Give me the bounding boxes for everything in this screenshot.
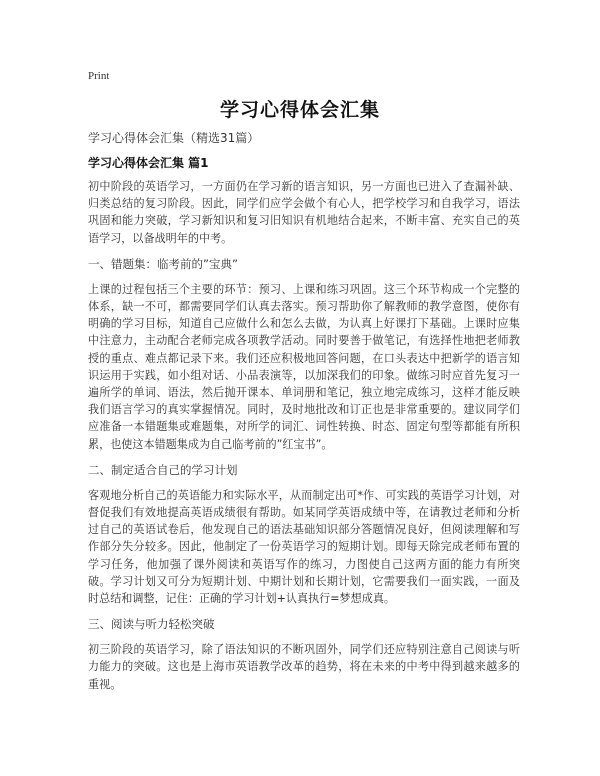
section-heading-3: 三、阅读与听力轻松突破 — [88, 617, 215, 632]
section-heading-2: 二、制定适合自己的学习计划 — [88, 462, 238, 477]
section-body-1: 上课的过程包括三个主要的环节：预习、上课和练习巩固。这三个环节构成一个完整的体系，缺一不可，都需要同学们认真去落实。预习帮助你了解教师的教学意图，使你有明确的学习目标，知道自己应做什么和怎么去做，为认真上好课打下基础。上课时应集中注意力，主动配合老师完成各项教学活动。同时要善于做笔记，有选择性地把老师教授的重点、难点都记录下来。我们还应积极地回答问题，在口头表达中把新学的语言知识运用于实践，如小组对话、小品表演等，以加深我们的印象。做练习时应首先复习一遍所学的单词、语法，然后抛开课本、单词册和笔记，独立地完成练习，这样才能反映我们语言学习的真实掌握情况。同时，及时地批改和订正也是非常重要的。建议同学们应准备一本错题集或难题集，对所学的词汇、词性转换、时态、固定句型等都能有所积累，也使这本错题集成为自己临考前的”红宝书”。 — [88, 282, 520, 451]
print-link[interactable]: Print — [88, 70, 110, 82]
document-body — [88, 130, 520, 702]
section-heading-1: 一、错题集：临考前的”宝典” — [88, 256, 238, 271]
document-title: 学习心得体会汇集 — [219, 99, 380, 121]
intro-paragraph: 初中阶段的英语学习，一方面仍在学习新的语言知识，另一方面也已进入了查漏补缺、归类总结的复习阶段。因此，同学们应学会做个有心人，把学校学习和自我学习，语法巩固和能力突破，学习新知识和复习旧知识有机地结合起来，不断丰富、充实自己的英语学习，以备战明年的中考。 — [88, 180, 520, 245]
article-heading: 学习心得体会汇集 篇1 — [88, 156, 209, 170]
document-subtitle: 学习心得体会汇集（精选31篇） — [88, 131, 260, 145]
section-body-2: 客观地分析自己的英语能力和实际水平，从而制定出可*作、可实践的英语学习计划，对督促我们有效地提高英语成绩很有帮助。如某同学英语成绩中等，在请教过老师和分析过自己的英语试卷后，他发现自己的语法基础知识部分答题情况良好，但阅读理解和写作部分失分较多。因此，他制定了一份英语学习的短期计划。即每天除完成老师布置的学习任务，他加强了课外阅读和英语写作的练习，力图使自己这两方面的能力有所突破。学习计划又可分为短期计划、中期计划和长期计划，它需要我们一面实践，一面及时总结和调整，记住：正确的学习计划+认真执行=梦想成真。 — [88, 488, 520, 606]
section-body-3: 初三阶段的英语学习，除了语法知识的不断巩固外，同学们还应特别注意自己阅读与听力能力的突破。这也是上海市英语教学改革的趋势，将在未来的中考中得到越来越多的重视。 — [88, 643, 520, 691]
